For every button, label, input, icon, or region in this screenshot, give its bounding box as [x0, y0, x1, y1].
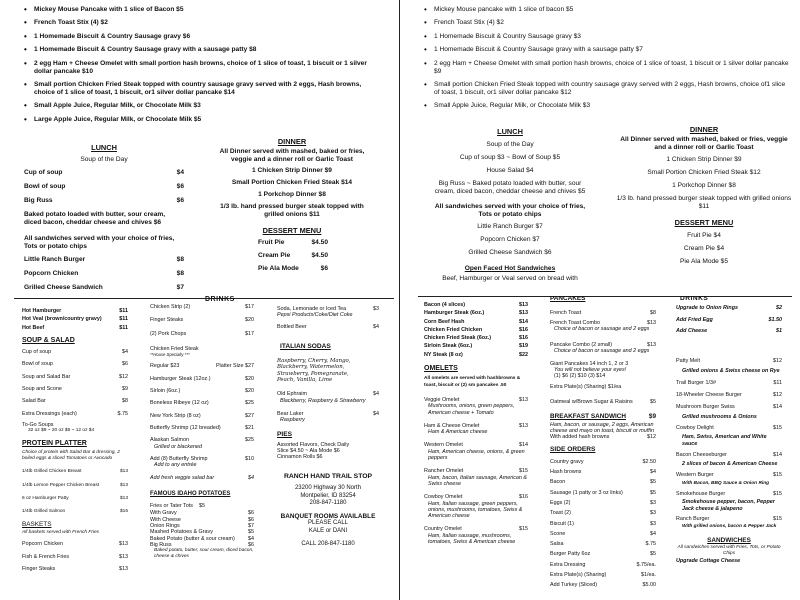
menu-bullet: • 1 Homemade Biscuit & Country Sausage gravy with a sausage patty $7: [420, 46, 790, 54]
menu-column-2: [550, 296, 656, 589]
menu-item: Hamburger Steak (6oz.) $13: [424, 310, 528, 317]
lunch-subtitle: Soup of the Day: [486, 141, 534, 148]
page-divider: [399, 0, 400, 600]
menu-item: (2) Pork Chops $17: [150, 330, 254, 337]
section-heading: PROTEIN PLATTER: [22, 439, 87, 447]
menu-item: Salsa $.75: [550, 541, 656, 548]
cfs-sizes: Regular $23 Platter Size $27: [150, 363, 254, 370]
menu-bullet: • 1 Homemade Biscuit & Country Sausage gravy with a sausage patty $8: [20, 46, 380, 54]
item-note: With Bacon, BBQ Sauce & Onion Ring: [682, 480, 770, 486]
menu-item: Bowl of soup $6: [22, 361, 128, 368]
lunch-section: [24, 144, 184, 292]
menu-item: 1/4lb Lemon Pepper Chicken Breast $13: [22, 482, 128, 488]
menu-item: Country gravy $2.50: [550, 458, 656, 465]
section-heading: SIDE ORDERS: [550, 446, 596, 454]
dinner-item: 1 Porkchop Dinner $8: [258, 191, 326, 198]
menu-item: Salad Bar $8: [22, 398, 128, 405]
dinner-item: 1 Chicken Strip Dinner $9: [252, 167, 332, 174]
item-note: Ham, bacon, Italian sausage, American & Swiss cheese: [428, 474, 527, 487]
menu-item: Onion Rings $7: [150, 522, 254, 529]
item-note: Ham, Italian sausage, mushrooms, tomatoes, Swiss & American cheese: [428, 532, 516, 546]
kids-breakfast-list: [20, 6, 380, 129]
baskets-note: All baskets served with French Fries: [22, 529, 100, 535]
menu-item: Biscuit (1) $3: [550, 520, 656, 527]
menu-item: Hot Veal (brown/country gravy) $11: [22, 316, 128, 323]
open-faced-title: Open Faced Hot Sandwiches: [464, 265, 556, 272]
menu-item: Mushroom Burger Swiss $14: [676, 404, 782, 411]
menu-item: Smokehouse Burger $15: [676, 491, 782, 498]
menu-column-3: [277, 306, 379, 549]
menu-bullet: • Large Apple Juice, Regular Milk, or Chocolate Milk $5: [20, 116, 380, 124]
dinner-item: 1 Chicken Strip Dinner $9: [666, 156, 742, 163]
menu-item: Soda, Lemonade or Iced Tea $3: [277, 306, 379, 312]
bottom-left-menu: [0, 296, 398, 600]
menu-item: Country Omelet $15: [424, 526, 528, 533]
menu-item: Butterfly Shrimp (12 breaded) $21: [150, 424, 254, 431]
sandwich-heading: All sandwiches served with your choice of fries, Tots or potato chips: [24, 235, 175, 250]
menu-column-2: [150, 304, 254, 561]
sandwich-item: Grilled Cheese Sandwich $6: [468, 249, 552, 256]
menu-item: Sirloin Steak (6oz.) $19: [424, 343, 528, 350]
sandwich-item: Little Ranch Burger $8: [24, 256, 184, 263]
item-note: Mushrooms, onions, green peppers, American cheese + Tomato: [428, 403, 515, 416]
menu-item: 18-Wheeler Cheese Burger $12: [676, 392, 782, 399]
menu-item: Pancake Combo (2 small) $13: [550, 342, 656, 349]
menu-item: With Gravy $6: [150, 510, 254, 517]
menu-bullet: • Small portion Chicken Fried Steak topped with country sausage gravy served with 2 eggs, Hash browns, choice of1 slice of toast, 1 biscuit, or1 silver dollar pancake $12: [420, 81, 790, 97]
dessert-item: Pie Ala Mode $5: [679, 258, 729, 265]
menu-item: Chicken Fried Chicken $16: [424, 326, 528, 333]
menu-item: Cowboy Delight $15: [676, 424, 782, 431]
lunch-item: Cup of soup $4: [24, 169, 184, 176]
big-russ: Big Russ ~ Baked potato loaded with butter, sour cream, diced bacon, cheddar cheese and chives $5: [434, 180, 586, 195]
menu-item: Veggie Omelet $13: [424, 396, 528, 403]
menu-column-3: [676, 296, 782, 565]
top-right-menu: [402, 0, 800, 296]
menu-item: French Toast $8: [550, 310, 656, 317]
menu-item: Extra Dressing $.75/ea.: [550, 561, 656, 568]
sandwich-item: Little Ranch Burger $7: [477, 223, 543, 230]
item-note: Pepsi Products/Coke/Diet Coke: [277, 312, 353, 319]
menu-item: Toast (2) $3: [550, 510, 656, 517]
baked-potato: Baked potato loaded with butter, sour cream, diced bacon, cheddar cheese and chives $6: [24, 211, 166, 226]
item-note: Choice of bacon or sausage and 2 eggs: [554, 348, 650, 355]
lunch-title: LUNCH: [91, 143, 117, 152]
menu-item: French Toast Combo $13: [550, 319, 656, 326]
sandwich-item: Grilled Cheese Sandwich $7: [24, 284, 184, 291]
menu-item: Chicken Strip (2) $17: [150, 304, 254, 310]
menu-item: With added hash browns $12: [550, 434, 656, 441]
menu-item: Trail Burger 1/3# $11: [676, 379, 782, 386]
dinner-item: Small Portion Chicken Fried Steak $14: [231, 179, 353, 186]
dinner-subtitle: All Dinner served with mashed, baked or fries, veggie and a dinner roll or Garlic Toast: [620, 136, 788, 151]
menu-item: Hot Hamburger $11: [22, 308, 128, 314]
menu-bullet: • Mickey Mouse pancake with 1 slice of bacon $5: [420, 6, 790, 14]
menu-item: 1/4lb Grilled Salmon $16: [22, 509, 128, 515]
menu-item: Old Ephraim $4: [277, 391, 379, 398]
house-specialty: **House Specialty ***: [150, 352, 190, 358]
item-note: Raspberry: [280, 417, 305, 424]
menu-item: Eggs (2) $3: [550, 499, 656, 506]
item-note: Choice of bacon or sausage and 2 eggs: [554, 325, 650, 332]
bottom-right-menu: [402, 296, 800, 600]
section-heading: OMELETS: [424, 365, 458, 373]
drinks-heading: DRINKS: [205, 296, 235, 303]
menu-item: Bacon $5: [550, 479, 656, 486]
item-note: Grilled mushrooms & Onions: [682, 413, 757, 420]
menu-item: Ham & Cheese Omelet $13: [424, 422, 528, 429]
menu-item: Add (8) Butterfly Shrimp $10: [150, 455, 254, 462]
menu-bullet: • 1 Homemade Biscuit & Country Sausage gravy $3: [420, 33, 790, 41]
menu-item: New York Strip (8 oz) $27: [150, 412, 254, 419]
dinner-section: [616, 126, 792, 266]
section-heading: BREAKFAST SANDWICH $9: [550, 413, 656, 421]
menu-bullet: • French Toast Stix (4) $2: [20, 19, 380, 27]
menu-item: Add Turkey (Sliced) $5.00: [550, 582, 656, 589]
menu-item: Hash browns $4: [550, 469, 656, 476]
menu-bullet: • 2 egg Ham + Cheese Omelet with small portion hash browns, choice of 1 slice of toast, 1 biscuit or 1 silver dollar pancake $10: [20, 60, 380, 76]
togo-soups: To-Go Soups: [22, 421, 54, 428]
dessert-item: Fruit Pie $4.50: [258, 239, 328, 246]
item-note: With grilled onions, bacon & Pepper Jack: [682, 524, 777, 530]
item-note: Add to any entrée: [154, 462, 197, 469]
dinner-item: 1/3 lb. hand pressed burger steak topped with grilled onions $11: [220, 203, 364, 218]
giant-pancakes: Giant Pancakes 14 inch 1, 2 or 3: [550, 360, 629, 367]
dessert-item: Cream Pie $4.50: [258, 252, 328, 259]
item-note: Baked potato, butter, sour cream, diced bacon, cheese & chives: [154, 548, 254, 560]
menu-bullet: • Small Apple Juice, Regular Milk, or Chocolate Milk $3: [20, 102, 380, 110]
menu-item: Soup and Salad Bar $12: [22, 373, 128, 380]
item-note: Ham, Italian sausage, green peppers, onions, mushrooms, tomatoes, Swiss & American cheese: [428, 500, 523, 520]
section-heading: PANCAKES: [550, 296, 586, 302]
dinner-item: 1 Porkchop Dinner $8: [672, 182, 736, 189]
item-note: Ham, Swiss, American and White sauce: [682, 434, 767, 447]
restaurant-info: [277, 473, 379, 549]
italian-flavors: Raspberry, Cherry, Mango, Blackberry, Watermelon, Strawberry, Pomegranate, Peach, Vanilla, Lime: [277, 358, 351, 384]
menu-item: Boneless Ribeye (12 oz) $25: [150, 400, 254, 407]
item-note: Ham, bacon, or sausage, 2 eggs, American cheese and mayo on toast, biscuit or muffin: [550, 421, 654, 434]
menu-item: Finger Steaks $13: [22, 565, 128, 572]
menu-item: Chicken Fried Steak (6oz.) $16: [424, 335, 528, 342]
menu-item: Upgrade to Onion Rings $2: [676, 305, 782, 312]
menu-item: Popcorn Chicken $13: [22, 541, 128, 548]
banquet-heading: BANQUET ROOMS AVAILABLE: [280, 512, 376, 520]
dinner-item: 1/3 lb. hand pressed burger steak topped with grilled onions $11: [616, 195, 792, 210]
menu-bullet: • Mickey Mouse Pancake with 1 slice of Bacon $5: [20, 6, 380, 14]
menu-item: Alaskan Salmon $25: [150, 437, 254, 444]
menu-item: Bear Laker $4: [277, 410, 379, 417]
menu-item: Bacon Cheeseburger $14: [676, 451, 782, 458]
upgrade-cottage: Upgrade Cottage Cheese: [676, 558, 741, 565]
menu-item: Hot Beef $11: [22, 324, 128, 331]
menu-item: Extra Plate(s) (Sharing) $1/ea.: [550, 572, 656, 579]
item-note: Grilled or blackened: [154, 443, 202, 450]
menu-bullet: • 1 Homemade Biscuit & Country Sausage gravy $6: [20, 33, 380, 41]
house-salad: House Salad $4: [486, 167, 534, 174]
menu-bullet: • Small Apple Juice, Regular Milk, or Chocolate Milk $3: [420, 102, 790, 110]
giant-prices: (1) $6 (2) $10 (3) $14: [554, 373, 606, 380]
kids-breakfast-list: [420, 6, 790, 116]
menu-item: Cowboy Omelet $16: [424, 494, 528, 501]
menu-item: With Cheese $6: [150, 516, 254, 523]
dessert-title: DESSERT MENU: [262, 226, 322, 235]
menu-item: Sirloin (6oz.) $20: [150, 388, 254, 395]
menu-column-1: [424, 302, 528, 545]
sandwiches-note: All sandwiches served with Fries, Tots, or Potato Chips: [677, 544, 781, 557]
menu-item: Western Omelet $14: [424, 442, 528, 449]
menu-item: Ranch Burger $15: [676, 515, 782, 522]
menu-item: Cup of soup $4: [22, 349, 128, 356]
menu-item: Bottled Beer $4: [277, 323, 379, 330]
item-note: Ham & American cheese: [428, 429, 488, 436]
dessert-item: Fruit Pie $4: [687, 232, 721, 239]
open-faced-sub: Beef, Hamburger or Veal served on bread with: [442, 275, 578, 282]
drinks-heading: DRINKS: [680, 296, 709, 302]
section-heading: BASKETS: [22, 520, 52, 528]
section-heading: ITALIAN SODAS: [280, 342, 331, 350]
top-left-menu: [0, 0, 398, 296]
restaurant-name: RANCH HAND TRAIL STOP: [283, 472, 373, 480]
chicken-fried-steak: Chicken Fried Steak: [150, 345, 199, 352]
menu-item: NY Steak (8 oz) $22: [424, 351, 528, 358]
menu-item: Scone $4: [550, 530, 656, 537]
sandwich-heading: All sandwiches served with your choice of fries, Tots or potato chips: [434, 203, 586, 218]
omelets-note: All omelets are served with hashbrowns & toast, biscuit or (2) sm pancakes .50: [424, 376, 521, 388]
menu-item: Bacon (4 slices) $13: [424, 302, 528, 308]
menu-item: Baked Potato (butter & sour cream) $4: [150, 535, 254, 542]
extra-plates: Extra Plate(s) (Sharing) $1/ea: [550, 383, 622, 390]
item-note: Ham, American cheese, onions, & green peppers: [428, 448, 525, 462]
lunch-item: Bowl of soup $6: [24, 183, 184, 190]
dinner-section: [212, 138, 372, 273]
lunch-title: LUNCH: [497, 127, 523, 136]
dessert-title: DESSERT MENU: [674, 218, 734, 227]
address: 23200 Highway 30 North: [294, 485, 362, 492]
dessert-item: Pie Ala Mode $6: [258, 265, 328, 272]
menu-item: Soup and Scone $9: [22, 386, 128, 393]
sandwich-item: Popcorn Chicken $8: [24, 270, 184, 277]
menu-item: Fries or Tater Tots $5: [150, 503, 205, 510]
protein-note: Choice of protein with Salad Bar & dressing, 2 boiled eggs & sliced Tomatoes or Avocado: [22, 449, 120, 462]
menu-column-1: [22, 308, 128, 572]
banquet-line: PLEASE CALL: [307, 520, 349, 527]
lunch-item: Big Russ $6: [24, 197, 184, 204]
menu-item: Extra Dressings (each) $.75: [22, 410, 128, 417]
menu-item: Corn Beef Hash $14: [424, 318, 528, 325]
menu-item: Add fresh veggie salad bar $4: [150, 475, 254, 482]
menu-item: Finger Steaks $20: [150, 317, 254, 324]
sandwich-item: Popcorn Chicken $7: [480, 236, 540, 243]
banquet-line: KALE or DANI: [308, 527, 348, 534]
dinner-item: Small Portion Chicken Fried Steak $12: [647, 169, 761, 176]
dinner-subtitle: All Dinner served with mashed, baked or fries, veggie and a dinner roll or Garlic Toast: [219, 148, 365, 163]
pies-line: Cinnamon Rolls $6: [277, 454, 323, 461]
phone: 208-847-1180: [309, 500, 347, 507]
menu-item: 6 oz Hamburger Patty $13: [22, 496, 128, 502]
section-heading: PIES: [277, 430, 293, 438]
menu-item: 1/4lb Grilled Chicken Breast $13: [22, 469, 128, 475]
call-line: CALL 208-847-1180: [301, 541, 355, 548]
menu-item: Rancher Omelet $15: [424, 468, 528, 475]
item-note: Blackberry, Raspberry & Strawberry: [280, 397, 366, 404]
item-note: Grilled onions & Swiss cheese on Rye: [682, 368, 780, 375]
menu-item: Burger Patty 6oz $5: [550, 551, 656, 558]
menu-item: Sausage (1 patty or 3 oz links) $5: [550, 489, 656, 496]
dinner-title: DINNER: [277, 137, 307, 146]
dinner-title: DINNER: [689, 125, 719, 134]
menu-bullet: • French Toast Stix (4) $2: [420, 19, 790, 27]
menu-item: Mashed Potatoes & Gravy $5: [150, 529, 254, 536]
menu-item: Add Cheese $1: [676, 327, 782, 334]
menu-bullet: • 2 egg Ham + Cheese Omelet with small portion hash browns, choice of 1 slice of toast, 1 biscuit or 1 silver dollar pancake $9: [420, 60, 790, 76]
soup-line: Cup of soup $3 ~ Bowl of Soup $5: [459, 154, 561, 161]
pies-line: Slice $4.50 ~ Ala Mode $6: [277, 448, 340, 455]
menu-item: Western Burger $15: [676, 472, 782, 479]
lunch-section: [430, 128, 590, 283]
lunch-subtitle: Soup of the Day: [80, 156, 128, 163]
pies-line: Assorted Flavors, Check Daily: [277, 441, 350, 448]
menu-item: Big Russ $6: [150, 541, 254, 548]
menu-bullet: • Small portion Chicken Fried Steak topped with country sausage gravy served with 2 eggs, Hash browns, choice of 1 slice of toast, 1 biscuit, or1 silver dollar pancake $14: [20, 81, 380, 97]
section-heading: SOUP & SALAD: [22, 336, 75, 344]
address: Montpelier, ID 83254: [300, 492, 356, 499]
section-heading: SANDWICHES: [707, 536, 751, 544]
menu-item: Oatmeal w/Brown Sugar & Raisins $5: [550, 398, 656, 405]
menu-item: Add Fried Egg $1.50: [676, 316, 782, 323]
item-note: Smokehouse pepper, bacon, Pepper Jack cheese & jalapeno: [682, 499, 775, 512]
menu-item: Hamburger Steak (12oz.) $20: [150, 375, 254, 382]
togo-sizes: 32 oz $8 ~ 20 oz $6 ~ 12 oz $4: [28, 428, 95, 434]
dessert-item: Cream Pie $4: [683, 245, 725, 252]
menu-item: Fish & French Fries $13: [22, 553, 128, 560]
section-heading: FAMOUS IDAHO POTATOES: [150, 490, 231, 497]
menu-item: Patty Melt $12: [676, 358, 782, 365]
item-note: You will not believe your eyes!: [554, 367, 627, 374]
item-note: 2 slices of bacon & American Cheese: [682, 461, 778, 468]
